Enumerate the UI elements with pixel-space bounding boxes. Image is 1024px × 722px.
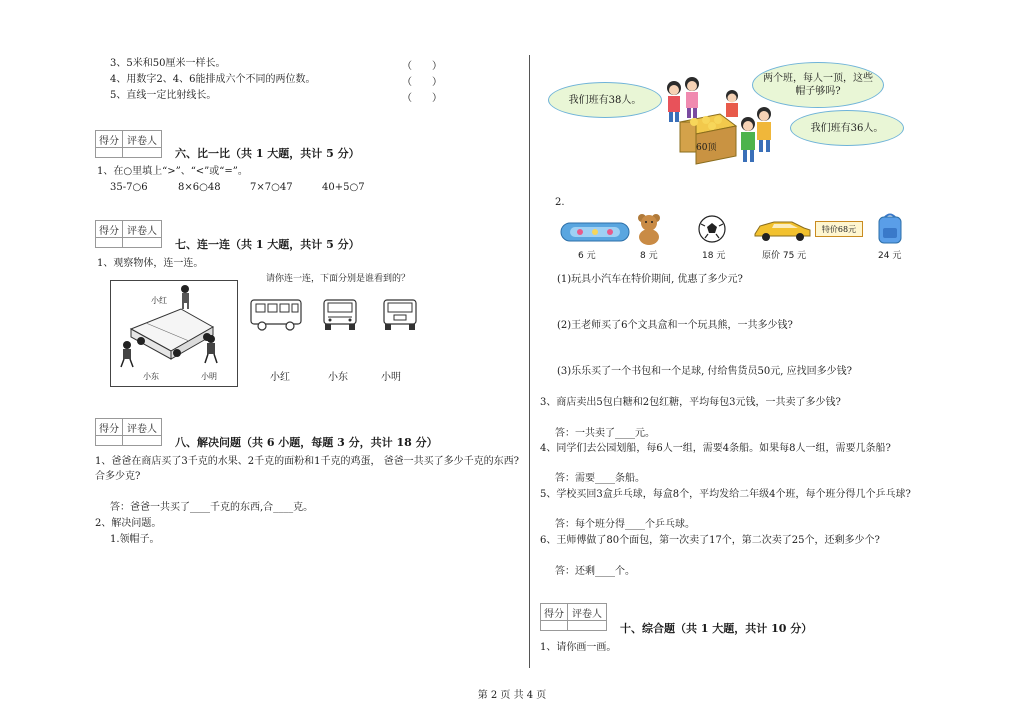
toy-car-icon [752, 216, 812, 242]
vehicle-back-view-icon [380, 296, 420, 332]
sub-question-2: (2)王老师买了6个文具盒和一个玩具熊，一共多少钱? [557, 320, 793, 331]
answer-6[interactable]: 答：还剩____个。 [555, 566, 635, 577]
answer-5[interactable]: 答：每个班分得____个乒乓球。 [555, 519, 695, 530]
price-toy-car: 原价 75 元 [762, 251, 807, 261]
score-label: 得分 [96, 131, 123, 147]
sec8-q1-line1: 1、爸爸在商店买了3千克的水果、2千克的面粉和1千克的鸡蛋， 爸爸一共买了多少千克的东西? [95, 456, 519, 467]
judge-paren-4[interactable]: （ ） [402, 77, 442, 88]
judge-paren-3[interactable]: （ ） [402, 61, 442, 72]
vehicle-side-view-icon [248, 296, 304, 332]
price-soccer-ball: 18 元 [702, 251, 726, 261]
name-option-xiaohong[interactable]: 小红 [270, 372, 290, 383]
judge-item-3: 3、5米和50厘米一样长。 [110, 58, 226, 69]
score-box-sec8 [95, 418, 162, 436]
children-and-hats-illustration [660, 70, 790, 170]
sec8-q2-1: 1.领帽子。 [110, 534, 160, 545]
answer-4[interactable]: 答：需要____条船。 [555, 473, 645, 484]
compare-expr-1[interactable]: 35-7○6 [110, 182, 148, 193]
score-label: 得分 [541, 604, 568, 620]
speech-bubble-bottom: 我们班有36人。 [790, 110, 904, 146]
sub-question-1: (1)玩具小汽车在特价期间, 优惠了多少元? [557, 274, 743, 285]
sec8-q1-line2: 合多少克? [95, 471, 141, 482]
section-8-title: 八、解决问题（共 6 小题，每题 3 分，共计 18 分） [175, 436, 438, 449]
soccer-ball-icon [697, 214, 727, 244]
compare-expr-2[interactable]: 8×6○48 [178, 182, 221, 193]
question-4: 4、同学们去公园划船，每6人一组，需要4条船。如果每8人一组，需要几条船? [540, 443, 891, 454]
observation-figure [110, 280, 238, 387]
sec7-prompt: 请你连一连，下面分别是谁看到的？ [266, 274, 411, 284]
hat-box-label: 60顶 [696, 143, 717, 153]
vehicle-front-view-icon [320, 296, 360, 332]
compare-expr-4[interactable]: 40+5○7 [322, 182, 365, 193]
section-7-title: 七、连一连（共 1 大题，共计 5 分） [175, 238, 360, 251]
sec10-question: 1、请你画一画。 [540, 642, 617, 653]
figure-label-xiaodong: 小东 [143, 372, 159, 381]
score-box-sec10 [540, 603, 607, 621]
score-input-sec10[interactable] [540, 620, 607, 631]
question-3: 3、商店卖出5包白糖和2包红糖，平均每包3元钱，一共卖了多少钱? [540, 397, 841, 408]
reviewer-label: 评卷人 [127, 225, 157, 237]
score-label: 得分 [96, 221, 123, 237]
reviewer-label: 评卷人 [572, 608, 602, 620]
reviewer-label: 评卷人 [127, 423, 157, 435]
compare-expr-3[interactable]: 7×7○47 [250, 182, 293, 193]
question-5: 5、学校买回3盒乒乓球，每盒8个，平均发给二年级4个班，每个班分得几个乒乓球? [540, 489, 911, 500]
sale-price-tag: 特价68元 [815, 221, 863, 237]
sec8-q2: 2、解决问题。 [95, 518, 162, 529]
score-input-sec7[interactable] [95, 237, 162, 248]
section-6-title: 六、比一比（共 1 大题，共计 5 分） [175, 147, 360, 160]
sec7-question: 1、观察物体，连一连。 [97, 258, 204, 269]
car-and-kids-illustration [111, 281, 237, 386]
column-divider [529, 55, 530, 668]
sec8-a1[interactable]: 答：爸爸一共买了____千克的东西,合____克。 [110, 502, 314, 513]
sub-question-3: (3)乐乐买了一个书包和一个足球, 付给售货员50元, 应找回多少钱? [557, 366, 852, 377]
answer-3[interactable]: 答：一共卖了____元。 [555, 428, 655, 439]
sec6-question: 1、在○里填上“>”、“<”或“=”。 [97, 166, 248, 177]
speech-bubble-top: 两个班，每人一顶，这些帽子够吗? [752, 62, 884, 108]
question-6: 6、王师傅做了80个面包，第一次卖了17个，第二次卖了25个，还剩多少个? [540, 535, 880, 546]
pencil-case-icon [560, 220, 630, 244]
reviewer-label: 评卷人 [127, 135, 157, 147]
score-box-sec6 [95, 130, 162, 148]
name-option-xiaodong[interactable]: 小东 [328, 372, 348, 383]
speech-bubble-left: 我们班有38人。 [548, 82, 662, 118]
score-label: 得分 [96, 419, 123, 435]
name-option-xiaoming[interactable]: 小明 [381, 372, 401, 383]
judge-item-4: 4、用数字2、4、6能排成六个不同的两位数。 [110, 74, 316, 85]
score-input-sec8[interactable] [95, 435, 162, 446]
backpack-icon [876, 212, 904, 244]
teddy-bear-icon [634, 212, 664, 246]
judge-item-5: 5、直线一定比射线长。 [110, 90, 217, 101]
score-box-sec7 [95, 220, 162, 238]
section-10-title: 十、综合题（共 1 大题，共计 10 分） [620, 622, 813, 635]
price-backpack: 24 元 [878, 251, 902, 261]
q2-label: 2. [555, 197, 565, 208]
price-teddy-bear: 8 元 [640, 251, 658, 261]
figure-label-xiaoming: 小明 [201, 372, 217, 381]
judge-paren-5[interactable]: （ ） [402, 93, 442, 104]
score-input-sec6[interactable] [95, 147, 162, 158]
page-number: 第 2 页 共 4 页 [477, 690, 547, 701]
price-pencil-case: 6 元 [578, 251, 596, 261]
figure-label-xiaohong: 小红 [151, 296, 167, 305]
